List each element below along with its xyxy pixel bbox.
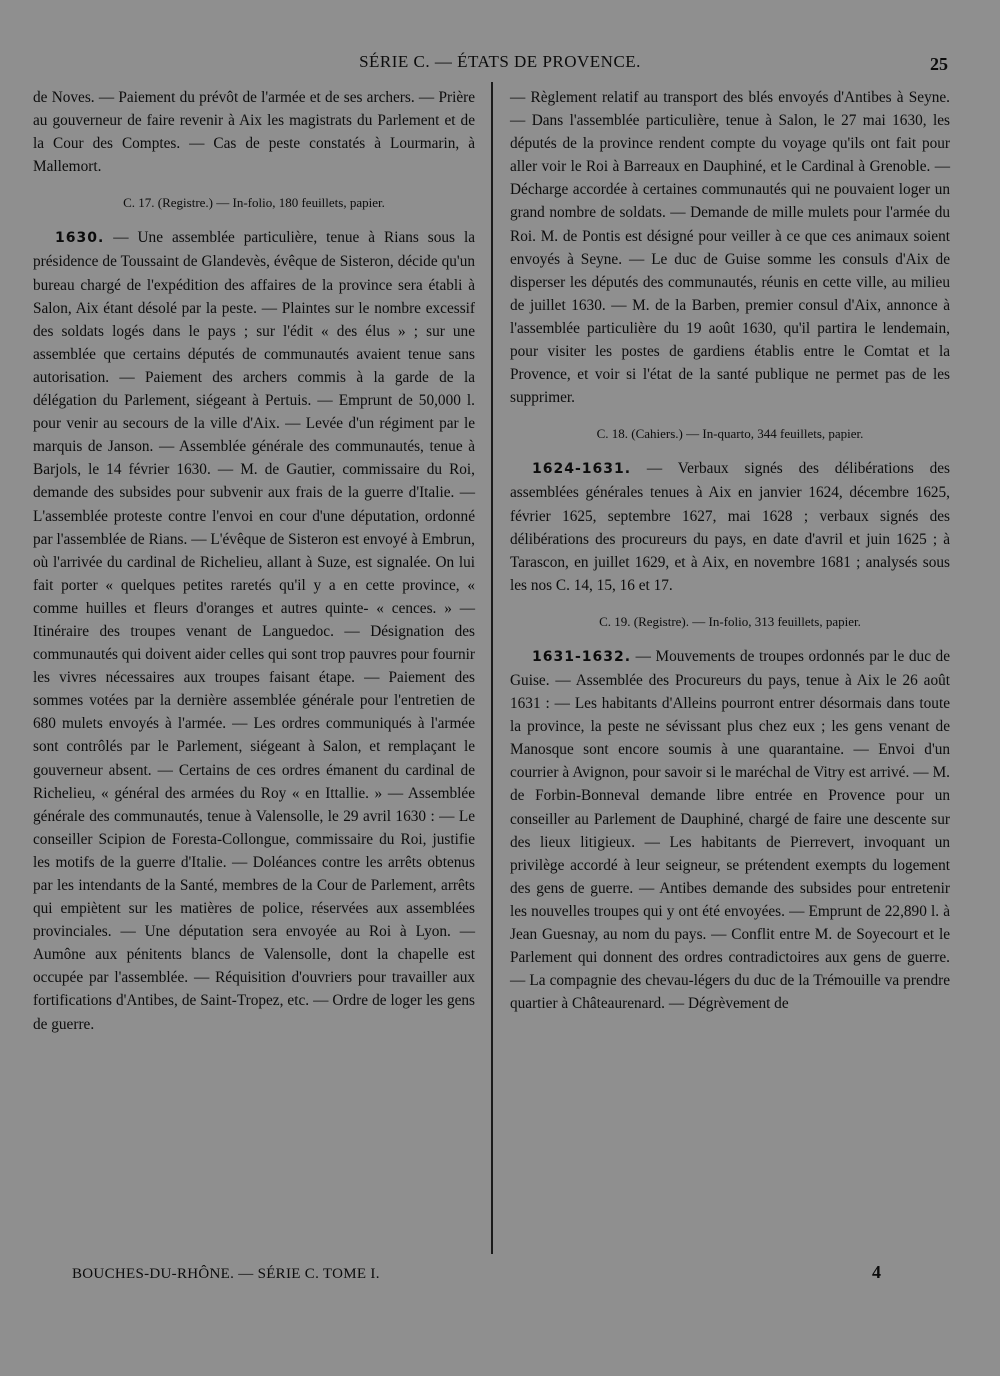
reference-c19: C. 19. (Registre). — In-folio, 313 feuillets, papier. bbox=[599, 613, 861, 629]
entry-c17 bbox=[33, 226, 475, 1035]
entry-c19-text: — Mouvements de troupes ordonnés par le duc de Guise. — Assemblée des Procureurs du pays, tenue à Aix le 26 août 1631 : — Les habitants d'Alleins pourront entrer désormais dans toute la province, la peste ne sévissant plus chez eux ; les gens venant de Manosque sont encore soumis à une quarantaine. — Envoi d'un courrier à Avignon, pour savoir si le maréchal de Vitry est arrivé. — M. de Forbin-Bonneval demande libre entrée en Provence pour un conseiller au Parlement de Dauphiné, chargé de faire une descente sur des lieux litigieux. — Les habitants de Pierrevert, invoquant un privilège accordé à leur seigneur, se prétendent exempts du logement des gens de guerre. — Antibes demande des subsides pour entretenir les nouvelles troupes qui y ont été envoyées. — Emprunt de 22,890 l. à Jean Guesnay, au nom du pays. — Conflit entre M. de Soyecourt et le Parlement qui donnent des ordres contradictoires aux gens de guerre. — La compagnie des chevau-légers du duc de la Trémouille va prendre quartier à Châteaurenard. — Dégrèvement de bbox=[510, 647, 950, 1013]
entry-c17-text: — Une assemblée particulière, tenue à Rians sous la présidence de Toussaint de Glandevès, évêque de Sisteron, décide qu'un bureau chargé de l'expédition des affaires de la province sera établi à Salon, Aix étant désolé par la peste. — Plaintes sur le nombre excessif des soldats logés dans le pays ; sur l'édit « des élus » ; sur une assemblée que certains députés de communautés avaient tenue sans autorisation. — Paiement des archers commis à la garde de la délégation du Parlement, siégeant à Pertuis. — Emprunt de 50,000 l. pour venir au secours de la ville d'Aix. — Levée d'un régiment par le marquis de Janson. — Assemblée générale des communautés, tenue à Barjols, le 14 février 1630. — M. de Gautier, commissaire du Roi, demande des subsides pour subvenir aux frais de la guerre d'Italie. — L'assemblée proteste contre l'envoi en cour d'une députation, ordonné par l'assemblée de Rians. — L'évêque de Sisteron est envoyé à Embrun, où l'arrivée du cardinal de Richelieu, allant à Suze, est signalée. On lui fait porter « quelques petites raretés qu'il y a en cette province, « comme huilles et fleurs d'oranges et autres quinte- « cences. » — Itinéraire des troupes venant de Languedoc. — Désignation des communautés qui doivent aider celles qui sont trop pauvres pour fournir les vivres nécessaires aux troupes faisant étape. — Paiement des sommes votées par la dernière assemblée générale pour l'entretien de 680 mulets envoyés à l'armée. — Les ordres communiqués à l'armée sont contrôlés par le Parlement, siégeant à Salon, et remplaçant le gouverneur absent. — Certains de ces ordres émanent du cardinal de Richelieu, « général des armées du Roy « en Ittallie. » — Assemblée générale des communautés, tenue à Valensolle, le 29 avril 1630 : — Le conseiller Scipion de Foresta-Collongue, commissaire du Roi, justifie les motifs de la guerre d'Italie. — Doléances contre les arrêts obtenus par les intendants de la Santé, membres de la Cour de Parlement, arrêts qui empiètent sur les matières de police, réservées aux assemblées provinciales. — Une députation sera envoyée au Roi à Lyon. — Aumône aux pénitents blancs de Valensolle, dont la chapelle est occupée par l'assemblée. — Réquisition d'ouvriers pour travailler aux fortifications d'Antibes, de Saint-Tropez, etc. — Ordre de loger les gens de guerre. bbox=[33, 229, 475, 1033]
left-column bbox=[33, 86, 475, 1036]
entry-c18 bbox=[510, 457, 950, 597]
signature-mark: 4 bbox=[872, 1262, 881, 1282]
footer-volume-line: BOUCHES-DU-RHÔNE. — SÉRIE C. TOME I. bbox=[72, 1266, 380, 1282]
right-column bbox=[510, 86, 950, 1015]
entry-c18-text: — Verbaux signés des délibérations des assemblées générales tenues à Aix en janvier 1624, décembre 1625, février 1625, septembre 1627, mai 1628 ; verbaux signés des délibérations des procureurs du pays, en date d'avril et juin 1625 ; à Tarascon, en juillet 1629, et à Aix, en novembre 1681 ; analysés sous les nos C. 14, 15, 16 et 17. bbox=[510, 460, 950, 594]
entry-c18-date: 1624-1631. bbox=[532, 461, 632, 478]
running-title: SÉRIE C. — ÉTATS DE PROVENCE. bbox=[359, 52, 641, 71]
entry-c19-date: 1631-1632. bbox=[532, 648, 632, 665]
page-number: 25 bbox=[930, 54, 948, 74]
reference-c17: C. 17. (Registre.) — In-folio, 180 feuillets, papier. bbox=[123, 195, 385, 211]
left-intro-paragraph: de Noves. — Paiement du prévôt de l'armée et de ses archers. — Prière au gouverneur de faire revenir à Aix les magistrats du Parlement et de la Cour des Comptes. — Cas de peste constatés à Lourmarin, à Mallemort. bbox=[33, 89, 475, 176]
entry-c19 bbox=[510, 645, 950, 1016]
reference-c18: C. 18. (Cahiers.) — In-quarto, 344 feuillets, papier. bbox=[596, 426, 864, 442]
right-continuation-paragraph: — Règlement relatif au transport des blés envoyés d'Antibes à Seyne. — Dans l'assemblée particulière, tenue à Salon, le 27 mai 1630, les députés de la province rendent compte du voyage qu'ils ont fait pour aller voir le Roi à Barreaux en Dauphiné, et le Cardinal à Grenoble. — Décharge accordée à certaines communautés qui ne pouvaient loger un grand nombre de soldats. — Demande de mille mulets pour l'armée du Roi. M. de Pontis est désigné pour veiller à ce que ces animaux soient envoyés à Seyne. — Le duc de Guise somme les consuls d'Aix de disperser les députés des communautés, réunis en cette ville, au milieu de juillet 1630. — M. de la Barben, premier consul d'Aix, annonce à l'assemblée particulière du 19 août 1630, qu'il partira le lendemain, pour visiter les postes de gardiens établis entre le Comtat et la Provence, et voir si l'état de la santé publique ne permet pas de les supprimer. bbox=[510, 89, 950, 407]
entry-c17-date: 1630. bbox=[55, 230, 105, 247]
running-head bbox=[0, 52, 1000, 76]
column-divider bbox=[491, 82, 493, 1254]
